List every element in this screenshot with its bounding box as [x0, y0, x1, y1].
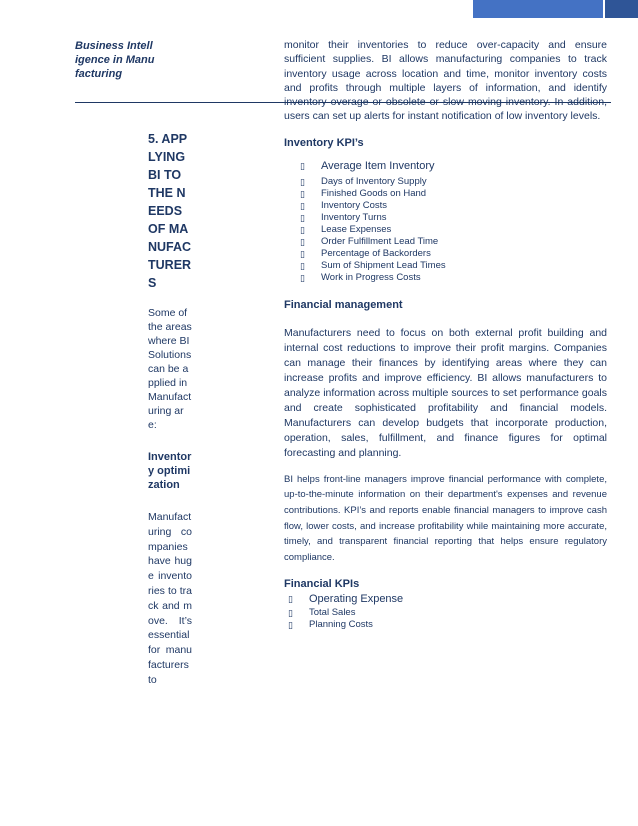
financial-kpi-list: [284, 592, 607, 631]
top-accent-bar: [0, 0, 638, 18]
bullet-icon: ▯: [300, 236, 305, 247]
list-item: ▯ Finished Goods on Hand: [300, 187, 427, 199]
list-item: ▯ Sum of Shipment Lead Times: [300, 259, 446, 271]
list-item: ▯ Inventory Costs: [300, 199, 387, 211]
left-column: [148, 130, 192, 688]
list-item: ▯ Average Item Inventory: [300, 159, 435, 172]
inventory-kpi-list: [284, 159, 607, 284]
list-item: ▯ Percentage of Backorders: [300, 247, 431, 259]
accent-bar-dark: [605, 0, 638, 18]
section-heading: 5. APPLYING BI TO THE NEEDS OF MANUFACTURERS: [148, 132, 192, 290]
bullet-icon: ▯: [300, 212, 305, 223]
financial-management-text: Manufacturers need to focus on both external profit building and internal cost reductions to improve their profit margins. Companies can manage their finances by identifying areas where they can increase profits and improve efficiency. BI allows manufacturers to analyze information across multiple sources to set performance goals and create sophisticated profitability and financial models. Manufacturers can develop budgets that incorporate production, operation, sales, fulfillment, and finance figures for optimal forecasting and planning.: [284, 326, 607, 459]
financial-kpis-title: Financial KPIs: [284, 578, 360, 591]
running-header-title: Business Intelligence in Manufacturing: [75, 40, 155, 80]
inventory-continued-text: monitor their inventories to reduce over-capacity and ensure sufficient supplies. BI allows manufacturing companies to track inventory usage across location and time, monitor inventory costs and profits through multiple layers of information, and identify inventory overage or obsolete or slow moving inventory. In addition, users can set up alerts for instant notification of low inventory levels.: [284, 39, 607, 123]
list-item: ▯ Days of Inventory Supply: [300, 175, 427, 187]
accent-bar-light: [473, 0, 603, 18]
inventory-kpis-title: Inventory KPI’s: [284, 136, 364, 149]
list-item: ▯ Inventory Turns: [300, 211, 387, 223]
list-item: ▯ Lease Expenses: [300, 223, 392, 235]
list-item: ▯ Order Fulfillment Lead Time: [300, 235, 439, 247]
list-item: ▯ Operating Expense: [288, 593, 404, 606]
bullet-icon: ▯: [300, 260, 305, 271]
right-column: [284, 38, 607, 631]
bullet-icon: ▯: [300, 176, 305, 187]
bullet-icon: ▯: [300, 188, 305, 199]
bullet-icon: ▯: [288, 594, 293, 605]
inventory-intro-text: Manufacturing companies have huge inventories to track and move. It’s essential for manufacturers to: [148, 511, 192, 686]
sub-heading-inventory: Inventory optimization: [148, 451, 192, 491]
bullet-icon: ▯: [300, 272, 305, 283]
list-item: ▯ Total Sales: [288, 607, 356, 619]
list-item: ▯ Work in Progress Costs: [300, 271, 421, 283]
bi-financial-text: BI helps front-line managers improve financial performance with complete, up-to-the-minute information on their department's expenses and revenue contributions. KPI’s and reports enable financial managers to improve cash flow, lower costs, and increase profitability while maintaining more accurate, timely, and transparent financial reporting that helps ensure regulatory compliance.: [284, 473, 607, 563]
section-intro: Some of the areas where BI Solutions can be applied in Manufacturing are:: [148, 307, 192, 431]
financial-management-title: Financial management: [284, 298, 403, 311]
bullet-icon: ▯: [300, 200, 305, 211]
bullet-icon: ▯: [300, 160, 305, 171]
bullet-icon: ▯: [288, 608, 293, 619]
list-item: ▯ Planning Costs: [288, 619, 373, 631]
bullet-icon: ▯: [300, 224, 305, 235]
bullet-icon: ▯: [300, 248, 305, 259]
bullet-icon: ▯: [288, 620, 293, 631]
